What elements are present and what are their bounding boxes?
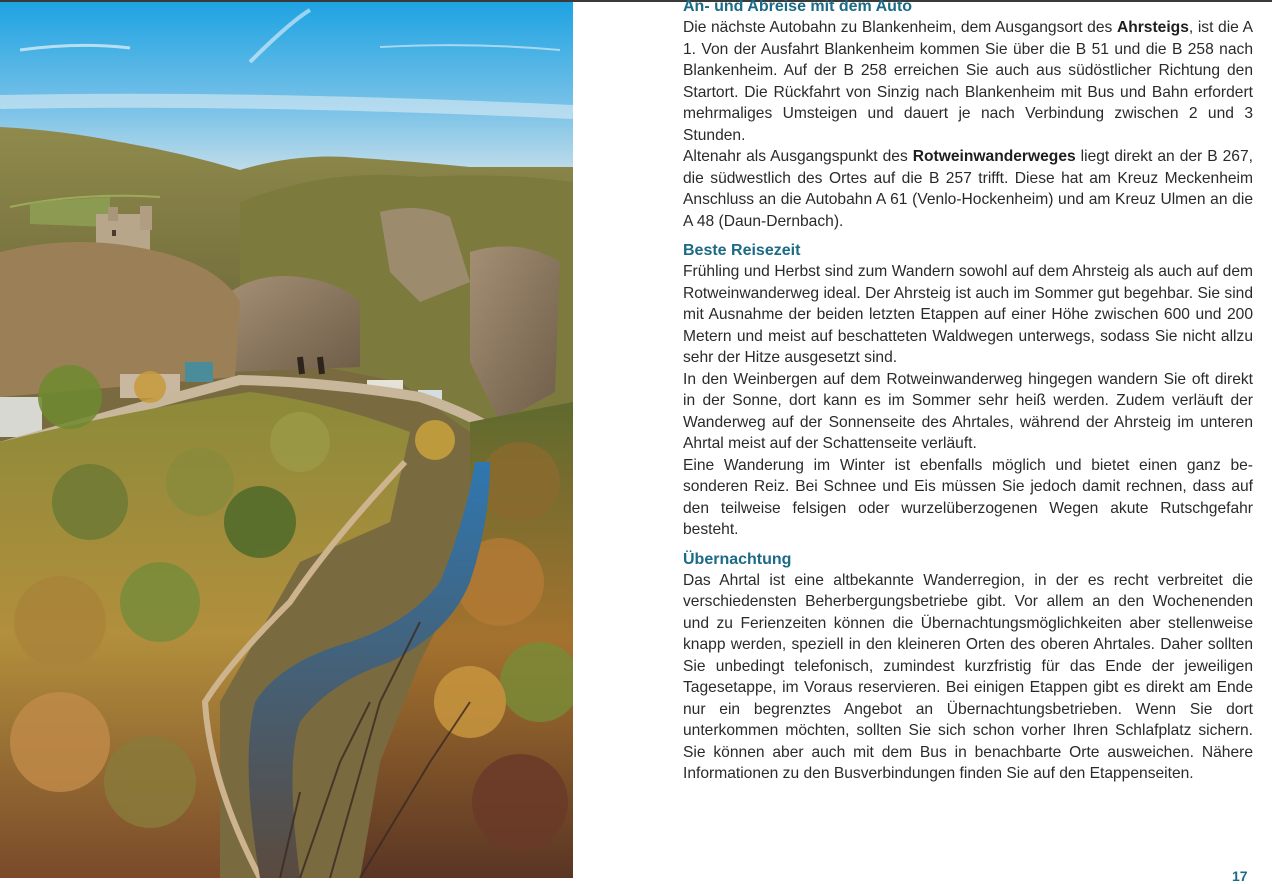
- bold-term: Ahrsteigs: [1116, 19, 1189, 36]
- section-heading: Übernachtung: [683, 550, 792, 568]
- paragraph: Frühling und Herbst sind zum Wandern sowohl auf dem Ahrsteig als auch auf dem Rotweinwanderweg ideal. Der Ahrsteig ist auch im Sommer gut begehbar. Sie sind mit Ausnahme der beiden letzten Etappen auf einer Höhe zwischen 600 und 200 Metern und meist auf beschatteten Waldwegen unterwegs, sodass Sie nicht allzu sehr der Hitze ausgesetzt sind.: [683, 263, 1253, 366]
- section-accommodation: [683, 550, 1253, 785]
- paragraph: In den Weinbergen auf dem Rotweinwanderweg hingegen wandern Sie oft direkt in der Sonne, dort kann es im Sommer sehr heiß werden. Zudem verläuft der Wanderweg auf der Sonnenseite des Ahrtales, während der Ahrsteig im unteren Ahrtal meist auf der Schattenseite verläuft.: [683, 370, 1253, 452]
- text-run: , ist die A 1. Von der Ausfahrt Blankenheim kommen Sie über die B 51 und die B 258 nach Blankenheim. Auf der B 258 erreichen Sie auch aus südöstlicher Richtung den Startort. Die Rückfahrt von Sinzig nach Blankenheim mit Bus und Bahn erfordert mehrmaliges Umsteigen und dauert je nach Verbindung zwischen 2 und 3 Stunden.: [683, 19, 1253, 144]
- page-number: 17: [1232, 868, 1248, 884]
- rock-cliff: [230, 276, 360, 372]
- paragraph: Das Ahrtal ist eine altbekannte Wanderregion, in der es recht verbreitet die verschiedensten Beherbergungsbetriebe gibt. Vor allem an den Wochenenden und zu Ferienzeiten können die Übernachtungsmöglichkeiten aber stellenweise knapp werden, speziell in den kleineren Orten des oberen Ahrtales. Daher sollten Sie unbedingt telefonisch, zumindest kurzfristig für das Ende der jeweiligen Tagesetappe, im Voraus reservieren. Bei einigen Etappen gibt es direkt am Ende nur ein begrenztes Angebot an Übernachtungsbetrieben. Wenn Sie dort unterkommen möchten, sollten Sie sich schon vorher Ihren Schlafplatz sichern. Sie können aber auch mit dem Bus in benachbarte Orte ausweichen. Nähere Informationen zu den Busverbindungen finden Sie auf den Etappenseiten.: [683, 571, 1253, 782]
- bold-term: Rotweinwanderweges: [912, 148, 1076, 165]
- text-run: Altenahr als Ausgangspunkt des: [683, 148, 913, 165]
- section-arrival-by-car: [683, 0, 1253, 232]
- text-column: [683, 0, 1253, 785]
- landscape-photo: [0, 2, 573, 878]
- section-heading: Beste Reisezeit: [683, 242, 801, 259]
- paragraph: Eine Wanderung im Winter ist ebenfalls möglich und bietet einen ganz besonderen Reiz. Bei Schnee und Eis müssen Sie jedoch damit rechnen, dass auf den teilweise felsigen oder wurzelüberzogenen Wegen akute Rutschgefahr besteht.: [683, 456, 1253, 538]
- section-heading: An- und Abreise mit dem Auto: [683, 0, 913, 15]
- text-run: Die nächste Autobahn zu Blankenheim, dem Ausgangsort des: [683, 19, 1117, 36]
- valley-photo-illustration: [0, 2, 573, 878]
- paragraph: [683, 146, 1253, 232]
- paragraph: [683, 17, 1253, 146]
- text-run: liegt direkt an der B 267, die südwestlich des Ortes auf die B 257 trifft. Diese hat am Kreuz Meckenheim Anschluss an die Autobahn A 61 (Venlo-Hockenheim) und am Kreuz Ulmen an die A 48 (Daun-Dernbach).: [683, 148, 1253, 230]
- section-best-travel-time: [683, 241, 1253, 541]
